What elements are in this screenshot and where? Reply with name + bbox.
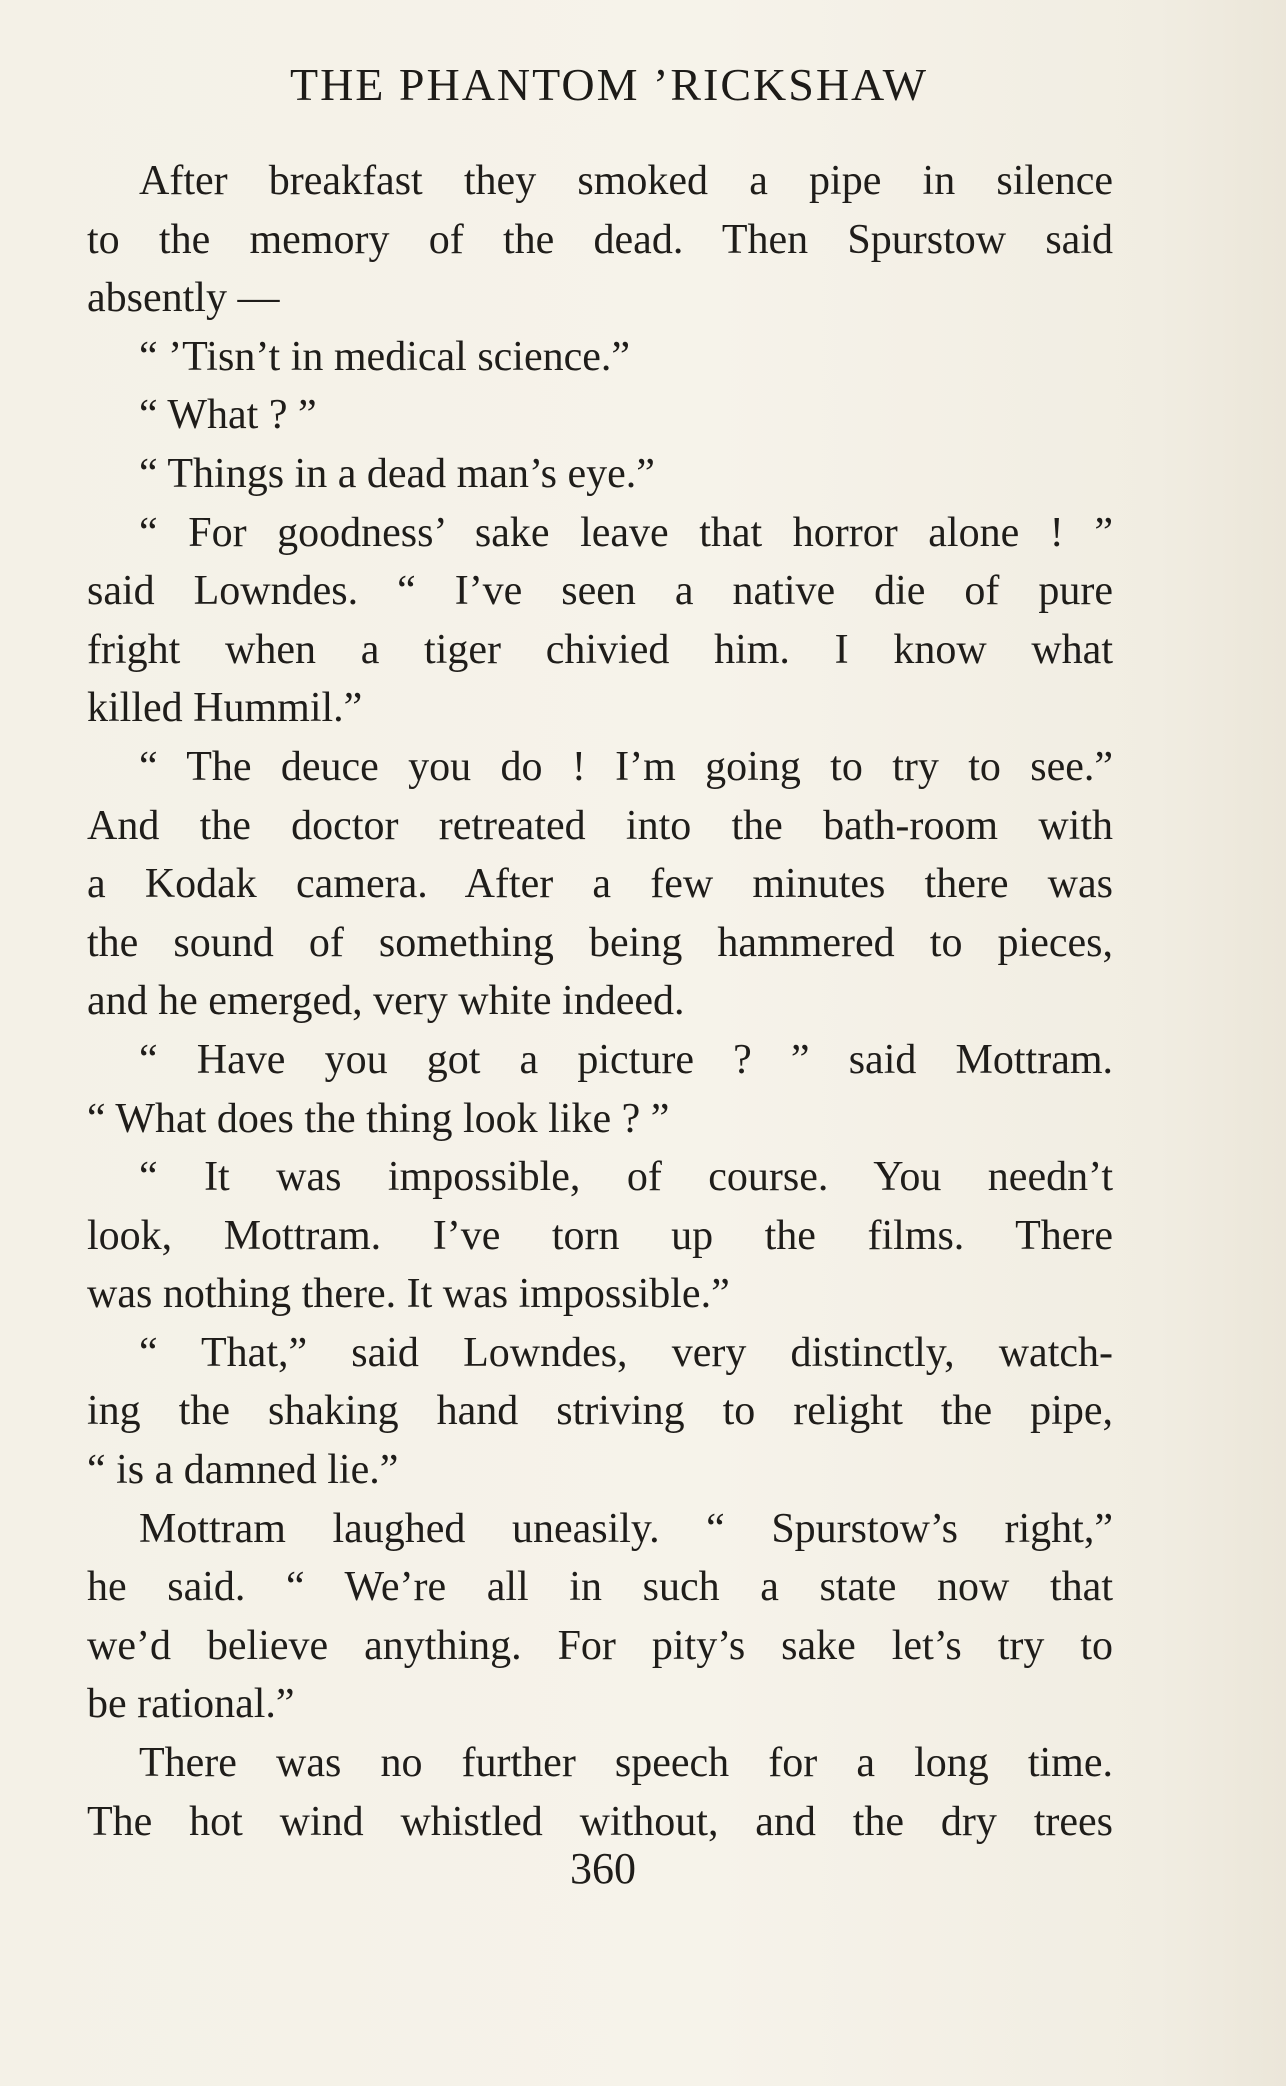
text-line: said Lowndes. “ I’ve seen a native die of pure (87, 568, 1113, 615)
text-line: ing the shaking hand striving to relight the pipe, (87, 1388, 1113, 1435)
text-line: the sound of something being hammered to pieces, (87, 919, 1113, 966)
text-line: killed Hummil.” (87, 685, 363, 732)
page-number-text: 360 (570, 1844, 636, 1893)
text-line: absently — (87, 275, 280, 322)
text-line: we’d believe anything. For pity’s sake let’s try to (87, 1622, 1113, 1669)
text-line: was nothing there. It was impossible.” (87, 1271, 730, 1318)
text-line: “ is a damned lie.” (87, 1447, 399, 1494)
text-line: and he emerged, very white indeed. (87, 978, 685, 1025)
text-line: “ It was impossible, of course. You needn’t (139, 1154, 1113, 1201)
text-line: be rational.” (87, 1681, 295, 1728)
text-line: to the memory of the dead. Then Spurstow said (87, 216, 1113, 263)
text-line: The hot wind whistled without, and the dry trees (87, 1798, 1113, 1845)
text-line: And the doctor retreated into the bath-room with (87, 802, 1113, 849)
text-line: fright when a tiger chivied him. I know what (87, 626, 1113, 673)
text-line: “ That,” said Lowndes, very distinctly, watch- (139, 1329, 1113, 1376)
text-line: look, Mottram. I’ve torn up the films. There (87, 1212, 1113, 1259)
text-line: There was no further speech for a long time. (139, 1740, 1113, 1787)
text-line: “ For goodness’ sake leave that horror alone ! ” (139, 509, 1113, 556)
text-line: “ The deuce you do ! I’m going to try to see.” (139, 743, 1113, 790)
body-text (87, 152, 1113, 1851)
text-line: “ What does the thing look like ? ” (87, 1095, 670, 1142)
text-line: a Kodak camera. After a few minutes there was (87, 861, 1113, 908)
text-line: Mottram laughed uneasily. “ Spurstow’s right,” (139, 1505, 1113, 1552)
text-line: he said. “ We’re all in such a state now that (87, 1564, 1113, 1611)
running-head-text: THE PHANTOM ’RICKSHAW (289, 59, 929, 110)
running-head (0, 58, 1286, 111)
text-line: “ Have you got a picture ? ” said Mottram. (139, 1036, 1113, 1083)
text-line: “ Things in a dead man’s eye.” (139, 450, 655, 497)
text-line: “ What ? ” (139, 392, 317, 439)
text-line: “ ’Tisn’t in medical science.” (139, 333, 631, 380)
text-line: After breakfast they smoked a pipe in silence (139, 158, 1113, 204)
page-number (0, 1843, 1286, 1894)
